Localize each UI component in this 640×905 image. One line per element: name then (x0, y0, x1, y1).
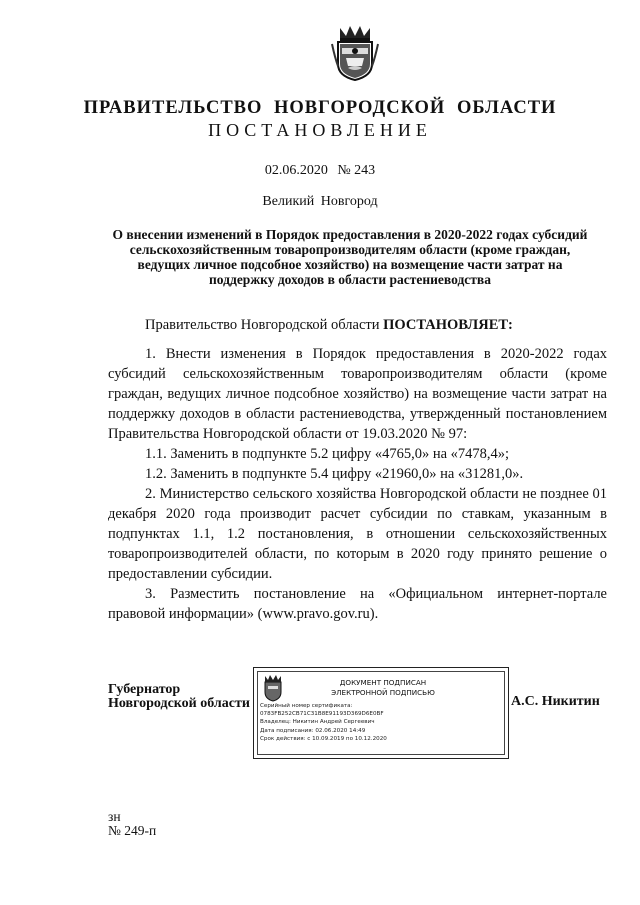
footer (108, 810, 156, 838)
organization-title: ПРАВИТЕЛЬСТВО НОВГОРОДСКОЙ ОБЛАСТИ (83, 98, 557, 118)
paragraph-1-1: 1.1. Заменить в подпункте 5.2 цифру «4765,0» на «7478,4»; (145, 446, 510, 462)
position-line-1: Губернатор (108, 682, 181, 697)
preamble (145, 317, 513, 334)
signing-date: Дата подписания: 02.06.2020 14:49 (260, 727, 366, 734)
novgorod-coat-of-arms-icon (330, 22, 380, 82)
electronic-signature-stamp (253, 667, 509, 759)
paragraph-1: 1. Внести изменения в Порядок предоставления в 2020-2022 годах субсидий сельскохозяйственным товаропроизводителям области (кроме граждан, ведущих личное подсобное хозяйство) на возмещение части затрат на поддержку доходов в области растениеводства, утвержденный постановлением Правительства Новгородской области от 19.03.2020 № 97: (108, 346, 607, 442)
executor-initials: зн (108, 809, 121, 824)
document-subject: О внесении изменений в Порядок предоставления в 2020-2022 годах субсидий сельскохозяйственным товаропроизводителям области (кроме граждан, ведущих личное подсобное хозяйство) на возмещение части затрат на поддержку доходов в области растениеводства (112, 227, 588, 287)
preamble-keyword: ПОСТАНОВЛЯЕТ: (383, 317, 513, 333)
signatory-position (108, 683, 250, 711)
serial-label: Серийный номер сертификата: (260, 703, 353, 709)
serial-number: 0783FB252CB71C31B8E91193D369D6E0BF (260, 711, 384, 718)
document-type: ПОСТАНОВЛЕНИЕ (208, 120, 432, 140)
stamp-header (288, 678, 478, 698)
position-line-2: Новгородской области (108, 696, 250, 711)
coat-of-arms-small-icon (262, 674, 284, 702)
certificate-owner: Владелец: Никитин Андрей Сергеевич (260, 719, 375, 726)
internal-reference: № 249-п (108, 823, 157, 838)
stamp-title-line-2: ЭЛЕКТРОННОЙ ПОДПИСЬЮ (331, 688, 435, 697)
preamble-text: Правительство Новгородской области (145, 317, 384, 333)
date-number-line (0, 163, 640, 179)
document-number: № 243 (337, 163, 376, 178)
document-body (108, 344, 607, 624)
stamp-title-line-1: ДОКУМЕНТ ПОДПИСАН (339, 678, 427, 687)
certificate-details (260, 702, 387, 743)
document-date: 02.06.2020 (264, 163, 328, 178)
signer-name: А.С. Никитин (511, 694, 600, 709)
paragraph-1-2: 1.2. Заменить в подпункте 5.4 цифру «21960,0» на «31281,0». (145, 466, 524, 482)
certificate-validity: Срок действия: с 10.09.2019 по 10.12.2020 (260, 735, 387, 742)
city: Великий Новгород (262, 194, 378, 209)
paragraph-2: 2. Министерство сельского хозяйства Новгородской области не позднее 01 декабря 2020 года производит расчет субсидии по ставкам, указанным в подпунктах 1.1, 1.2 постановления, в отношении сельскохозяйственных товаропроизводителей области, по которым в 2020 году принято решение о предоставлении субсидии. (108, 486, 607, 582)
paragraph-3: 3. Разместить постановление на «Официальном интернет-портале правовой информации» (www.pravo.gov.ru). (108, 586, 607, 622)
